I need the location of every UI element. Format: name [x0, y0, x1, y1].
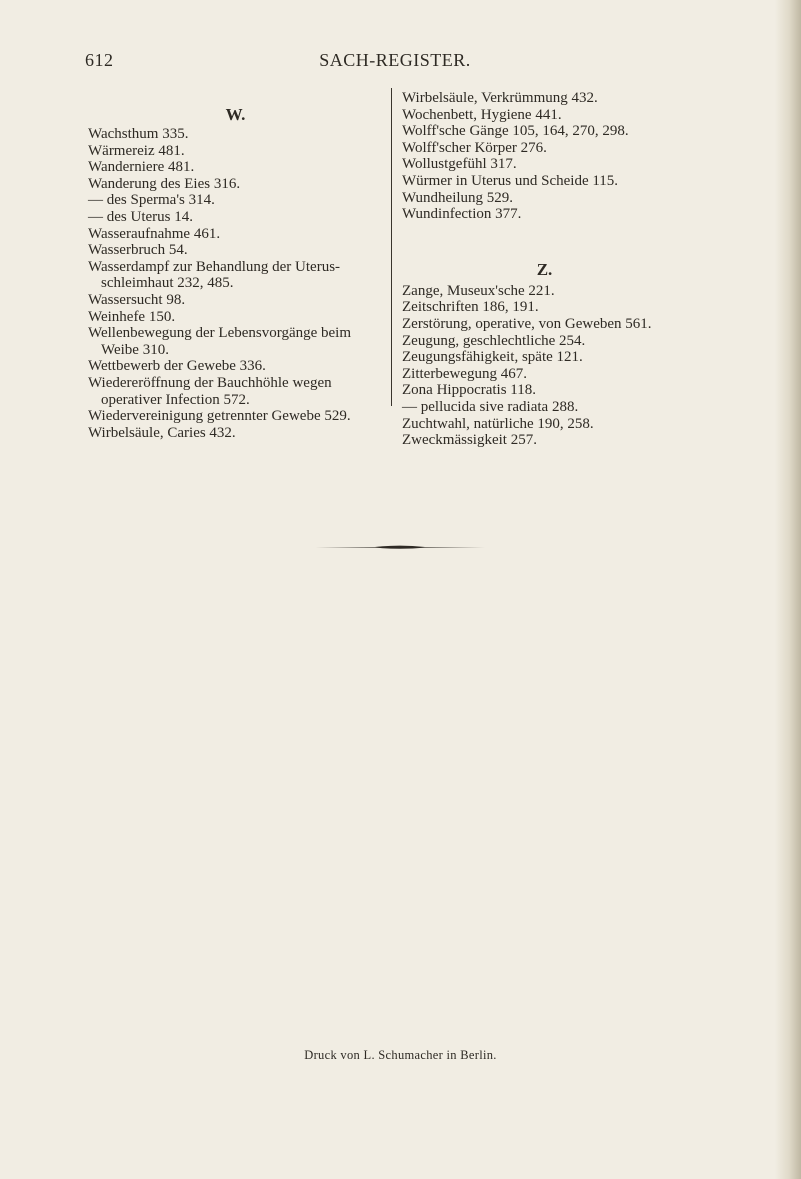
- index-entry: Wirbelsäule, Caries 432.: [88, 424, 236, 441]
- index-entry: Würmer in Uterus und Scheide 115.: [402, 172, 619, 189]
- index-entry: Wolff'sche Gänge 105, 164, 270, 298.: [402, 123, 629, 140]
- column-divider: [391, 88, 392, 406]
- page-edge-shadow: [775, 0, 801, 1179]
- index-entry: Wundheilung 529.: [402, 189, 514, 206]
- index-entry: Wanderniere 481.: [88, 159, 195, 176]
- index-entry: Zweckmässigkeit 257.: [402, 432, 537, 449]
- index-column-right: [402, 90, 687, 449]
- section-letter-z: Z.: [536, 259, 553, 279]
- index-entry: — des Uterus 14.: [88, 208, 193, 225]
- index-column-left: [88, 90, 383, 441]
- section-letter-w: W.: [225, 105, 246, 124]
- index-entry: — pellucida sive radiata 288.: [402, 398, 579, 415]
- index-entry: Wanderung des Eies 316.: [88, 175, 241, 192]
- index-entry: Wellenbewegung der Lebensvorgänge beim Weibe 310.: [88, 325, 352, 358]
- index-entry: Zeugungsfähigkeit, späte 121.: [402, 349, 583, 366]
- running-title: SACH-REGISTER.: [319, 50, 471, 70]
- index-entry: Wassersucht 98.: [88, 291, 186, 308]
- index-entry: Zeitschriften 186, 191.: [402, 299, 539, 316]
- index-entry: Wasseraufnahme 461.: [88, 225, 221, 242]
- index-entry: Wettbewerb der Gewebe 336.: [88, 358, 266, 375]
- index-entry: Wochenbett, Hygiene 441.: [402, 106, 562, 123]
- index-entry: Wollustgefühl 317.: [402, 156, 517, 173]
- index-entry: Wärmereiz 481.: [88, 142, 185, 159]
- index-entry: — des Sperma's 314.: [88, 192, 215, 209]
- page-number: 612: [85, 50, 114, 70]
- printer-imprint: Druck von L. Schumacher in Berlin.: [304, 1048, 497, 1062]
- index-entry: Wundinfection 377.: [402, 206, 522, 223]
- index-entry: Zuchtwahl, natürliche 190, 258.: [402, 415, 594, 432]
- entries-list-z: [402, 283, 687, 449]
- index-entry: Wirbelsäule, Verkrümmung 432.: [402, 90, 598, 106]
- index-entry: Zitterbewegung 467.: [402, 365, 527, 382]
- index-entry: Zona Hippocratis 118.: [402, 382, 536, 399]
- index-entry: Wasserdampf zur Behandlung der Uterus-schleimhaut 232, 485.: [88, 258, 341, 292]
- index-entry: Zerstörung, operative, von Geweben 561.: [402, 315, 652, 332]
- index-entry: Wiedervereinigung getrennter Gewebe 529.: [88, 408, 351, 425]
- index-entry: Zange, Museux'sche 221.: [402, 282, 555, 299]
- index-entry: Weinhefe 150.: [88, 308, 176, 325]
- index-entry: Wiedereröffnung der Bauchhöhle wegen operativer Infection 572.: [88, 374, 332, 408]
- index-entry: Wasserbruch 54.: [88, 242, 188, 259]
- page-header: [85, 50, 705, 76]
- entries-list-w-continued: [402, 90, 687, 223]
- index-entry: Wolff'scher Körper 276.: [402, 139, 547, 156]
- entries-list-w: [88, 126, 383, 441]
- index-entry: Wachsthum 335.: [88, 126, 189, 142]
- end-ornament-rule: [315, 544, 485, 550]
- index-entry: Zeugung, geschlechtliche 254.: [402, 332, 586, 349]
